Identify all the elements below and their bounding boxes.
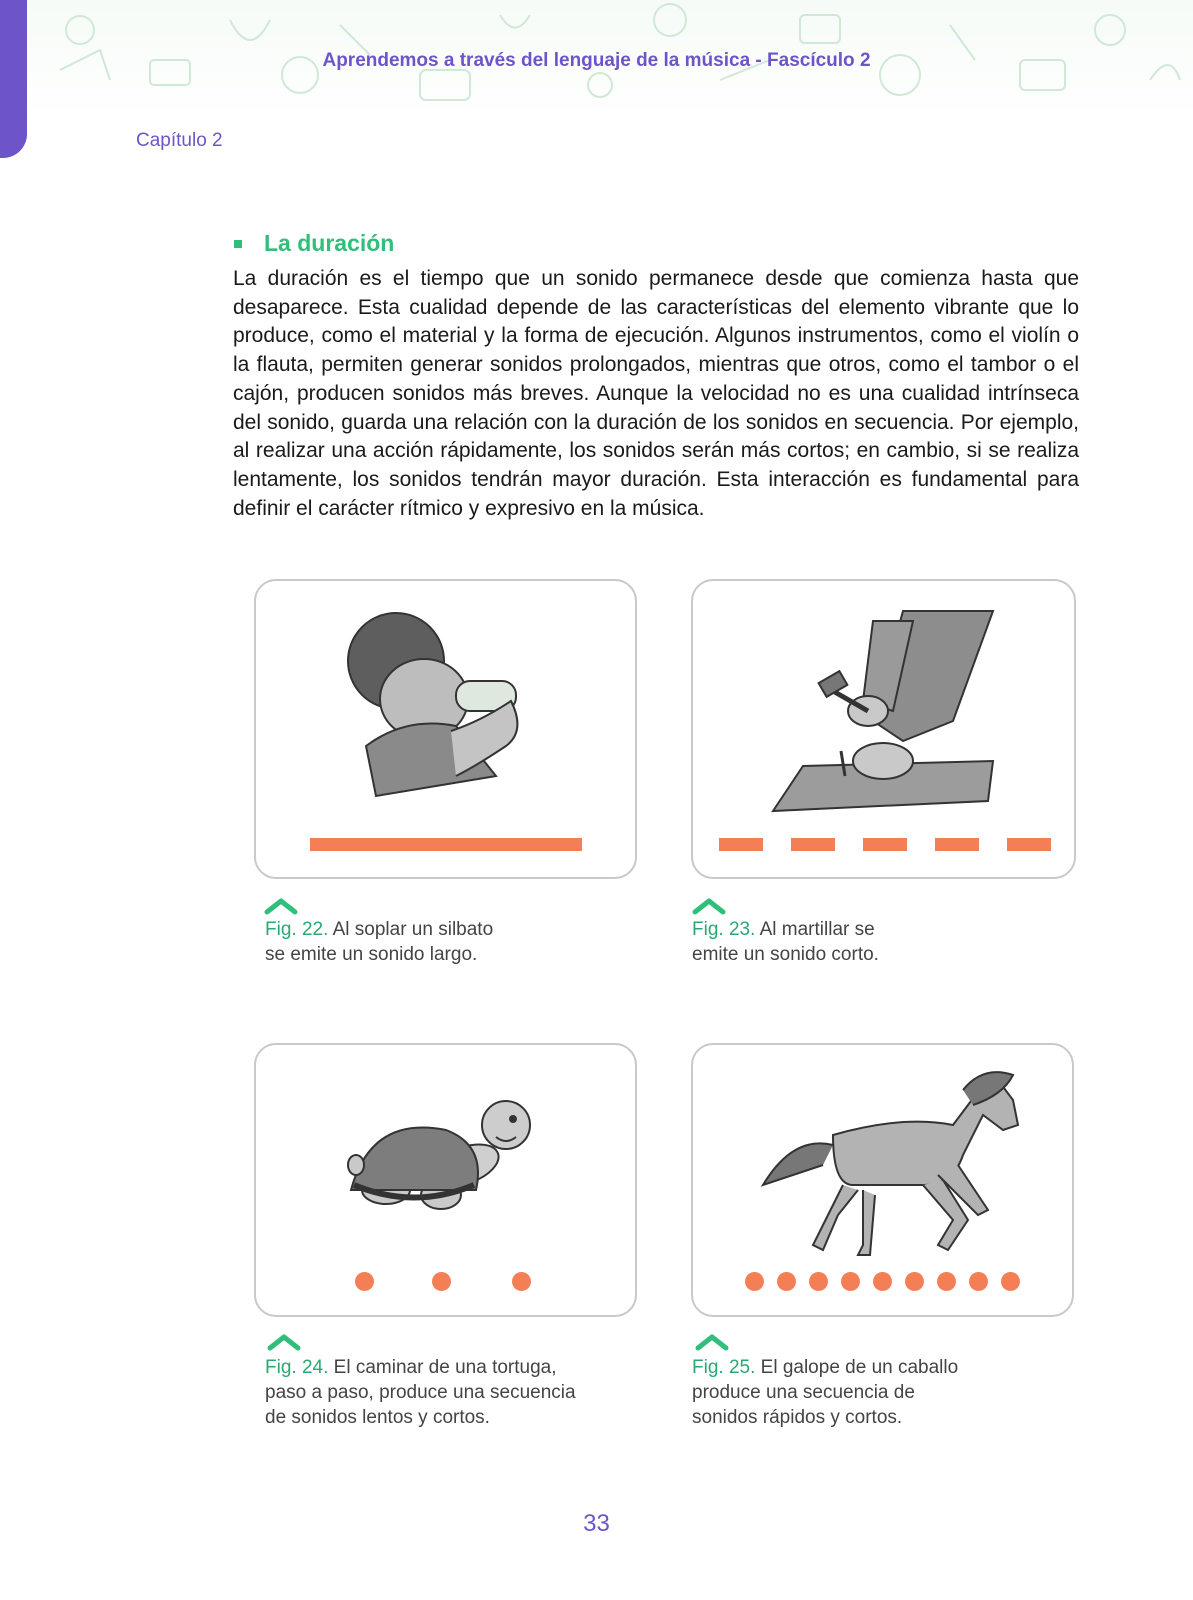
section-paragraph: La duración es el tiempo que un sonido permanece desde que comienza hasta que desaparece. Esta cualidad depende de las características del elemento vibrante que lo produce, como el material y la forma de ejecución. Algunos instrumentos, como el violín o la flauta, permiten generar sonidos prolongados, mientras que otros, como el tambor o el cajón, producen sonidos más breves. Aunque la velocidad no es una cualidad intrínseca del sonido, guarda una relación con la duración de los sonidos en secuencia. Por ejemplo, al realizar una acción rápidamente, los sonidos serán más cortos; en cambio, si se realiza lentamente, los sonidos tendrán mayor duración. Esta interacción es fundamental para definir el carácter rítmico y expresivo en la música.	[233, 267, 1079, 520]
fast-sound-dot	[937, 1272, 956, 1291]
chevron-up-icon	[695, 1333, 729, 1351]
caption-line: Al martillar se	[755, 919, 875, 940]
slow-sound-dot	[512, 1272, 531, 1291]
long-sound-line	[310, 838, 582, 851]
hammer-hands-icon	[693, 581, 1078, 881]
fast-sound-dot	[745, 1272, 764, 1291]
fast-sound-dot	[841, 1272, 860, 1291]
fast-sound-dot	[777, 1272, 796, 1291]
caption-line: Al soplar un silbato	[328, 919, 494, 940]
slow-sound-dot	[355, 1272, 374, 1291]
figure-caption-22	[265, 917, 493, 967]
fast-sound-dot	[969, 1272, 988, 1291]
short-sound-dash	[791, 838, 835, 851]
fast-sound-dot	[873, 1272, 892, 1291]
figure-caption-25	[692, 1355, 958, 1430]
chevron-up-icon	[267, 1333, 301, 1351]
caption-line: sonidos rápidos y cortos.	[692, 1407, 903, 1428]
caption-line: de sonidos lentos y cortos.	[265, 1407, 490, 1428]
fast-sound-dot	[809, 1272, 828, 1291]
chapter-label: Capítulo 2	[136, 130, 223, 151]
chapter-side-tab	[0, 0, 27, 158]
section-heading: La duración	[264, 230, 395, 256]
fast-sound-dot	[1001, 1272, 1020, 1291]
figure-label: Fig. 24.	[265, 1357, 329, 1378]
figure-card-25	[691, 1043, 1074, 1317]
caption-line: El galope de un caballo	[755, 1357, 959, 1378]
section-bullet	[234, 240, 242, 248]
figure-card-23	[691, 579, 1076, 879]
caption-line: paso a paso, produce una secuencia	[265, 1382, 576, 1403]
caption-line: El caminar de una tortuga,	[328, 1357, 557, 1378]
caption-line: se emite un sonido largo.	[265, 944, 478, 965]
boy-whistle-icon	[256, 581, 639, 881]
fast-sound-dot	[905, 1272, 924, 1291]
chevron-up-icon	[692, 897, 726, 915]
figure-label: Fig. 23.	[692, 919, 756, 940]
caption-line: produce una secuencia de	[692, 1382, 915, 1403]
short-sound-dash	[719, 838, 763, 851]
figure-caption-24	[265, 1355, 576, 1430]
short-sound-dash	[863, 838, 907, 851]
caption-line: emite un sonido corto.	[692, 944, 879, 965]
short-sound-dash	[1007, 838, 1051, 851]
figure-label: Fig. 22.	[265, 919, 329, 940]
figure-label: Fig. 25.	[692, 1357, 756, 1378]
header-title: Aprendemos a través del lenguaje de la música - Fascículo 2	[322, 50, 871, 71]
chevron-up-icon	[264, 897, 298, 915]
figure-card-24	[254, 1043, 637, 1317]
figure-card-22	[254, 579, 637, 879]
page-number: 33	[583, 1510, 610, 1537]
figure-caption-23	[692, 917, 879, 967]
short-sound-dash	[935, 838, 979, 851]
slow-sound-dot	[432, 1272, 451, 1291]
